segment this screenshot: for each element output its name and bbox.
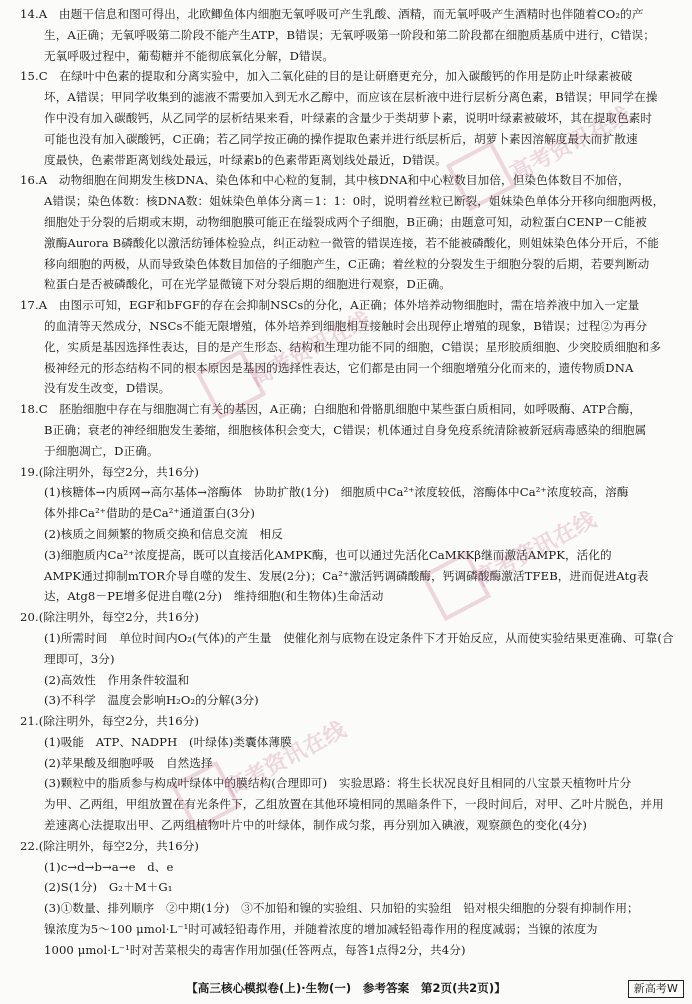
answer-line: 17.A 由图示可知，EGF和bFGF的存在会抑制NSCs的分化，A正确；体外培养动物细胞时，需在培养液中加入一定量 [20, 298, 640, 313]
page-footer [0, 978, 692, 998]
answer-line: 移向细胞的两极，从而导致染色体数目加倍的子细胞产生，C正确；着丝粒的分裂发生于细胞分裂的后期，若要判断动 [44, 256, 650, 271]
question-heading: 21.(除注明外，每空2分，共16分) [20, 714, 200, 729]
sub-answer-line: 1000 μmol·L⁻¹时对苦菜根尖的毒害作用加强(任答两点，每答1点得2分，共4分) [44, 942, 466, 957]
sub-answer-line: 镍浓度为5～100 μmol·L⁻¹时可减轻铅毒作用，并随着浓度的增加减轻铅毒作用的程度减弱；当镍的浓度为 [44, 922, 598, 937]
answer-line: 粒蛋白是否被磷酸化，可在光学显微镜下对分裂后期的细胞进行观察，D正确。 [44, 277, 451, 292]
answer-q18 [0, 399, 692, 461]
question-heading: 19.(除注明外，每空2分，共16分) [20, 464, 200, 479]
answer-line: B正确；衰老的神经细胞发生萎缩，细胞核体积会变大，C错误；机体通过自身免疫系统清除被新冠病毒感染的细胞属 [44, 422, 647, 437]
sub-answer-line: (1)c→d→b→a→e d、e [44, 859, 174, 874]
answer-line: 18.C 胚胎细胞中存在与细胞凋亡有关的基因，A正确；白细胞和骨骼肌细胞中某些蛋白质相同，如呼吸酶、ATP合酶， [20, 402, 642, 417]
answer-line: 可能也没有加入碳酸钙，C正确；若乙同学按正确的操作提取色素并进行纸层析后，胡萝卜素因溶解度最大而扩散速 [44, 131, 638, 146]
answer-line: 化，实质是基因选择性表达，目的是产生形态、结构和生理功能不同的细胞，C错误；星形胶质细胞、少突胶质细胞和多 [44, 339, 662, 354]
answer-q20 [0, 607, 692, 711]
answer-line: 于细胞凋亡，D正确。 [44, 443, 159, 458]
sub-answer-line: 为甲、乙两组，甲组放置在有光条件下，乙组放置在其他环境相同的黑暗条件下，一段时间后，对甲、乙叶片脱色，并用 [44, 797, 664, 812]
answer-line: 坏，A错误；甲同学收集到的滤液不需要加入到无水乙醇中，而应该在层析液中进行层析分离色素，B错误；甲同学在操 [44, 90, 658, 105]
answer-line: 15.C 在绿叶中色素的提取和分离实验中，加入二氧化硅的目的是让研磨更充分，加入碳酸钙的作用是防止叶绿素被破 [20, 69, 633, 84]
watermark-text: 高考资讯在线 [246, 307, 376, 392]
answer-q21 [0, 711, 692, 836]
answer-q15 [0, 66, 692, 170]
sub-answer-line: AMPK通过抑制mTOR介导自噬的发生、发展(2分)；Ca²⁺激活钙调磷酸酶，钙调磷酸酶激活TFEB，进而促进Atg表 [44, 568, 649, 583]
sub-answer-line: (1)核糖体→内质网→高尔基体→溶酶体 协助扩散(1分) 细胞质中Ca²⁺浓度较低，溶酶体中Ca²⁺浓度较高，溶酶 [44, 485, 629, 500]
answer-line: 激酶Aurora B磷酸化以激活纺锤体检验点，纠正动粒一微管的错误连接，若不能被磷酸化，则姐妹染色体分开后，不能 [44, 235, 660, 250]
sub-answer-line: (2)高效性 作用条件较温和 [44, 672, 190, 687]
sub-answer-line: (1)所需时间 单位时间内O₂(气体)的产生量 使催化剂与底物在设定条件下才开始反应，从而使实验结果更准确、可靠(合 [44, 630, 674, 645]
sub-answer-line: (2)苹果酸及细胞呼吸 自然选择 [44, 755, 213, 770]
sub-answer-line: 体外排Ca²⁺借助的是Ca²⁺通道蛋白(3分) [44, 506, 255, 521]
answer-line: 14.A 由题干信息和图可得出，北欧鲫鱼体内细胞无氧呼吸可产生乳酸、酒精，而无氧呼吸产生酒精时也伴随着CO₂的产 [20, 7, 644, 21]
answer-q14 [0, 4, 692, 66]
answer-line: 的血清等天然成分，NSCs不能无限增殖，体外培养到细胞相互接触时会出现停止增殖的现象，B错误；过程②为再分 [44, 318, 648, 333]
answer-line: 细胞处于分裂的后期或末期，动物细胞膜可能正在缢裂成两个子细胞，B正确；由题意可知，动粒蛋白CENP－C能被 [44, 214, 647, 229]
answer-content [0, 4, 692, 961]
answer-q17 [0, 295, 692, 399]
answer-line: A错误；染色体数：核DNA数：姐妹染色单体分离＝1：1：0时，说明着丝粒已断裂，姐妹染色单体分开移向细胞两极， [44, 194, 665, 209]
answer-line: 度最快，色素带距离划线处最远，叶绿素b的色素带距离划线处最近，D错误。 [44, 152, 447, 167]
sub-answer-line: (1)吸能 ATP、NADPH (叶绿体)类囊体薄膜 [44, 734, 292, 749]
sub-answer-line: (3)颗粒中的脂质参与构成叶绿体中的膜结构(合理即可) 实验思路：将生长状况良好且相同的八宝景天植物叶片分 [44, 776, 632, 791]
answer-line: 没有发生改变，D错误。 [44, 381, 171, 396]
watermark-text: 高考资讯在线 [471, 507, 601, 592]
answer-line: 生，A正确；无氧呼吸第二阶段不能产生ATP，B错误；无氧呼吸第一阶段和第二阶段都在细胞质基质中进行，C错误； [44, 27, 655, 42]
sub-answer-line: (3)不科学 温度会影响H₂O₂的分解(3分) [44, 693, 259, 708]
answer-q19 [0, 462, 692, 608]
question-heading: 22.(除注明外，每空2分，共16分) [20, 838, 200, 853]
sub-answer-line: (3)细胞质内Ca²⁺浓度提高，既可以直接活化AMPK酶，也可以通过先活化CaMKKβ继而激活AMPK，活化的 [44, 547, 612, 562]
edition-badge: 新高考W [628, 980, 684, 998]
sub-answer-line: 理即可，3分) [44, 651, 115, 666]
answer-q22 [0, 836, 692, 961]
sub-answer-line: (2)S(1分) G₂＋M＋G₁ [44, 880, 173, 895]
watermark-text: 高考资讯在线 [506, 102, 636, 187]
sub-answer-line: (3)①数量、排列顺序 ②中期(1分) ③不加铅和镍的实验组、只加铅的实验组 铅对根尖细胞的分裂有抑制作用； [44, 901, 639, 916]
question-heading: 20.(除注明外，每空2分，共16分) [20, 610, 200, 625]
sub-answer-line: (2)核质之间频繁的物质交换和信息交流 相反 [44, 526, 283, 541]
answer-line: 极神经元的形态结构不同的根本原因是基因的选择性表达，它们都是由同一个细胞增殖分化而来的，遗传物质DNA [44, 360, 634, 375]
answer-line: 作中没有加入碳酸钙，从乙同学的层析结果来看，叶绿素的含量少于类胡萝卜素，说明叶绿素被破坏，其在提取色素时 [44, 110, 653, 125]
answer-line: 无氧呼吸过程中，葡萄糖并不能彻底氧化分解，D错误。 [44, 48, 335, 63]
sub-answer-line: 差速离心法提取出甲、乙两组植物叶片中的叶绿体，制作成匀浆，再分别加入碘液，观察颜色的变化(4分) [44, 818, 587, 833]
footer-title: 【高三核心模拟卷(上)·生物(一) 参考答案 第2页(共2页)】 [186, 981, 506, 995]
answer-line: 16.A 动物细胞在间期发生核DNA、染色体和中心粒的复制，其中核DNA和中心粒数目加倍，但染色体数目不加倍， [20, 173, 630, 188]
watermark-text: 高考资讯在线 [221, 717, 351, 802]
answer-q16 [0, 170, 692, 295]
sub-answer-line: 达，Atg8－PE增多促进自噬(2分) 维持细胞(和生物体)生命活动 [44, 589, 384, 604]
